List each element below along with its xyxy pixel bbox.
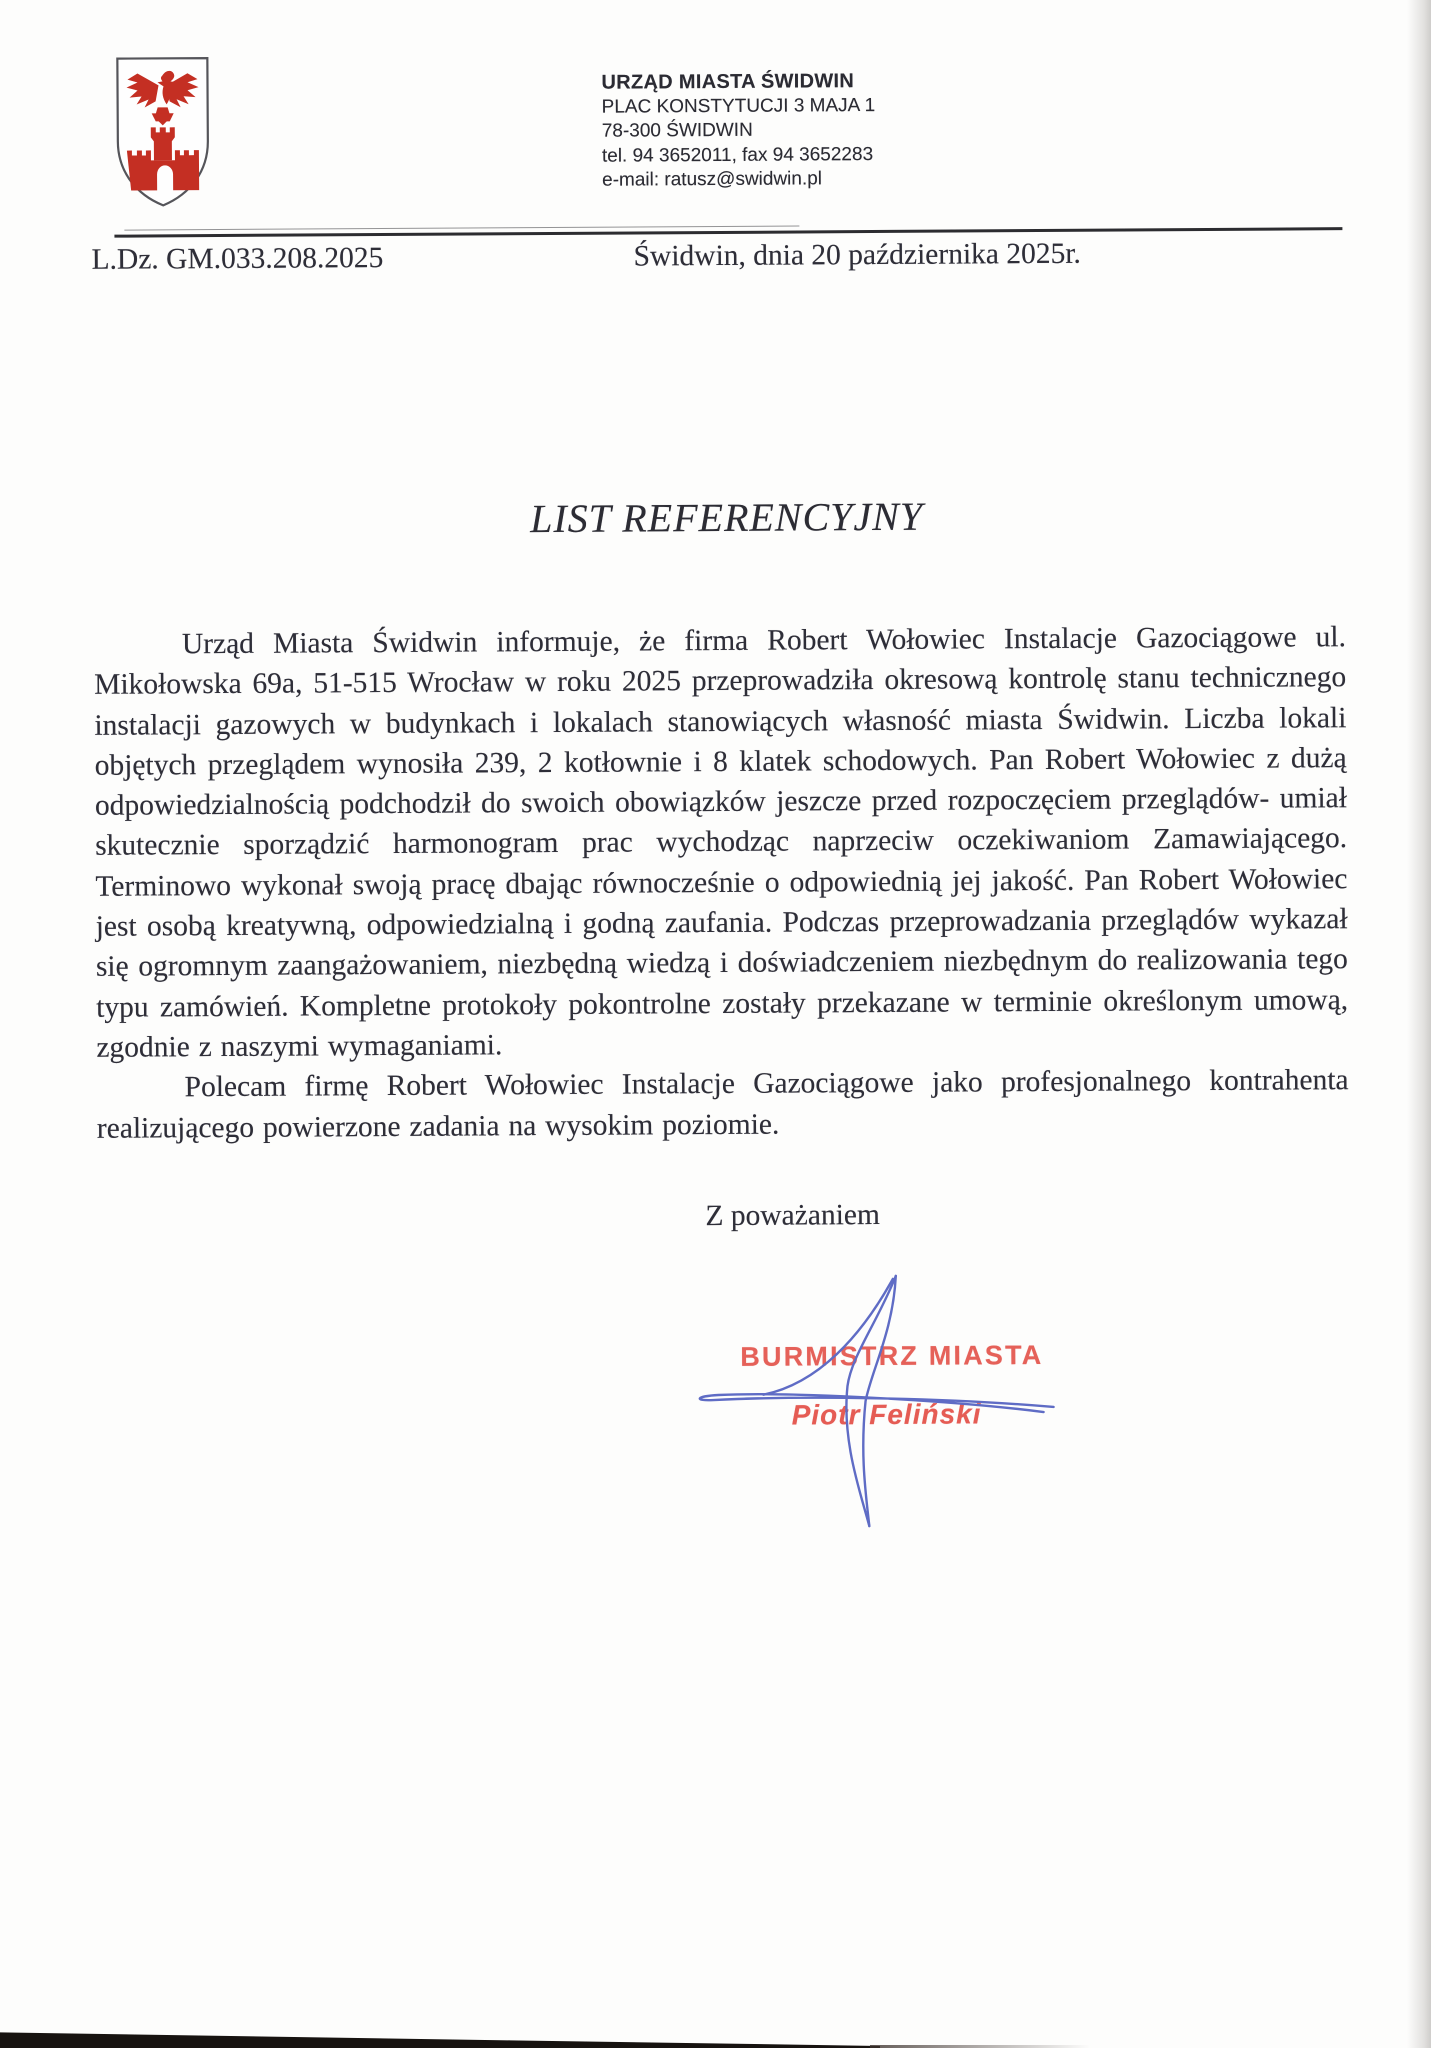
office-email: e-mail: ratusz@swidwin.pl — [602, 168, 823, 191]
office-address-line2: 78-300 ŚWIDWIN — [601, 119, 753, 142]
reference-number: L.Dz. GM.033.208.2025 — [91, 242, 384, 276]
letterhead-divider — [114, 227, 1342, 238]
office-contact-block — [601, 69, 875, 193]
office-phone-fax: tel. 94 3652011, fax 94 3652283 — [601, 143, 874, 167]
body-paragraph-2: Polecam firmę Robert Wołowiec Instalacje Gazociągowe jako profesjonalnego kontrahenta realizującego powierzone zadania na wysokim poziomie. — [96, 1064, 1349, 1145]
mayor-stamp-title: BURMISTRZ MIASTA — [740, 1340, 1044, 1372]
body-paragraph-1: Urząd Miasta Świdwin informuje, że firma Robert Wołowiec Instalacje Gazociągowe ul. Mikołowska 69a, 51-515 Wrocław w roku 2025 przeprowadziła okresową kontrolę stanu technicznego instalacji gazowych w budynkach i lokalach stanowiących własność miasta Świdwin. Liczba lokali objętych przeglądem wynosiła 239, 2 kotłownie i 8 klatek schodowych. Pan Robert Wołowiec z dużą odpowiedzialnością podchodził do swoich obowiązków jeszcze przed rozpoczęciem przeglądów- umiał skutecznie sporządzić harmonogram prac wychodząc naprzeciw oczekiwaniom Zamawiającego. Terminowo wykonał swoją pracę dbając równocześnie o odpowiednią jej jakość. Pan Robert Wołowiec jest osobą kreatywną, odpowiedzialną i godną zaufania. Podczas przeprowadzania przeglądów wykazał się ogromnym zaangażowaniem, niezbędną wiedzą i doświadczeniem niezbędnym do realizowania tego typu zamówień. Kompletne protokoły pokontrolne zostały przekazane w terminie określonym umową, zgodnie z naszymi wymaganiami. — [94, 621, 1349, 1064]
letter-title: LIST REFERENCYJNY — [530, 493, 924, 542]
scan-artifact-right-edge — [1407, 0, 1431, 2048]
office-name: URZĄD MIASTA ŚWIDWIN — [601, 70, 855, 94]
coat-of-arms-logo — [113, 55, 212, 209]
signature-ink — [623, 1260, 1085, 1548]
valediction: Z poważaniem — [705, 1199, 880, 1233]
place-and-date: Świdwin, dnia 20 października 2025r. — [633, 237, 1081, 273]
letter-body — [94, 617, 1349, 1148]
signature-strokes — [699, 1275, 1054, 1527]
mayor-stamp-name: Piotr Feliński — [791, 1398, 982, 1431]
office-address-line1: PLAC KONSTYTUCJI 3 MAJA 1 — [601, 94, 876, 118]
